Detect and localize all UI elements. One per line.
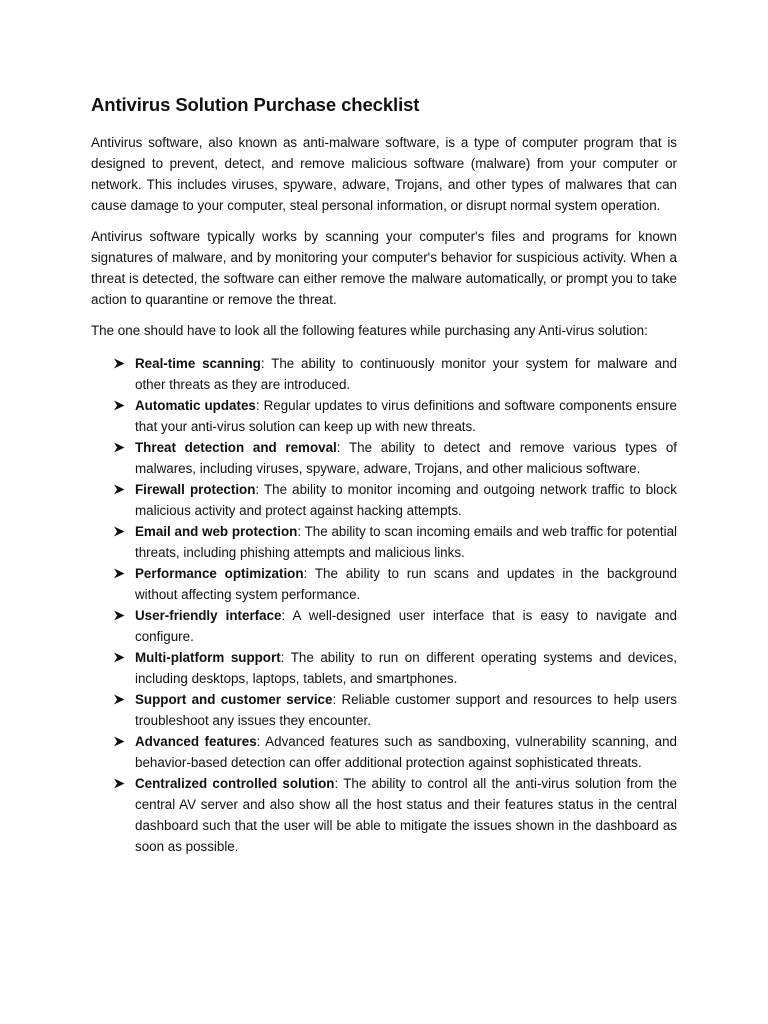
feature-term: Support and customer service: [135, 692, 333, 707]
feature-description: : The ability to scan incoming emails and web traffic for potential threats, including phishing attempts and malicious links.: [135, 524, 678, 560]
how-it-works-paragraph: Antivirus software typically works by scanning your computer's files and programs for known signatures of malware, and by monitoring your computer's behavior for suspicious activity. When a threat is detected, the software can either remove the malware automatically, or prompt you to take action to quarantine or remove the threat.: [91, 229, 677, 307]
list-item: [91, 689, 677, 731]
list-item: [91, 647, 677, 689]
arrowhead-bullet-icon: [113, 736, 125, 747]
arrowhead-bullet-icon: [113, 694, 125, 705]
feature-description: : A well-designed user interface that is easy to navigate and configure.: [135, 608, 677, 644]
feature-term: Multi-platform support: [135, 650, 281, 665]
list-item: [91, 605, 677, 647]
list-item: [91, 521, 677, 563]
feature-description: : The ability to detect and remove various types of malwares, including viruses, spyware, adware, Trojans, and other malicious software.: [135, 440, 677, 476]
feature-term: Firewall protection: [135, 482, 256, 497]
intro-paragraph: Antivirus software, also known as anti-malware software, is a type of computer program that is designed to prevent, detect, and remove malicious software (malware) from your computer or network. This includes viruses, spyware, adware, Trojans, and other types of malwares that can cause damage to your computer, steal personal information, or disrupt normal system operation.: [91, 135, 677, 213]
feature-term: Performance optimization: [135, 566, 304, 581]
arrowhead-bullet-icon: [113, 652, 125, 663]
list-item: [91, 437, 677, 479]
document-title: Antivirus Solution Purchase checklist: [91, 94, 420, 115]
feature-term: Centralized controlled solution: [135, 776, 335, 791]
arrowhead-bullet-icon: [113, 484, 125, 495]
features-lead-paragraph: The one should have to look all the following features while purchasing any Anti-virus solution:: [91, 323, 648, 338]
feature-term: Automatic updates: [135, 398, 256, 413]
feature-term: Email and web protection: [135, 524, 298, 539]
arrowhead-bullet-icon: [113, 358, 125, 369]
feature-term: Threat detection and removal: [135, 440, 337, 455]
feature-description: : Advanced features such as sandboxing, vulnerability scanning, and behavior-based detection can offer additional protection against sophisticated threats.: [135, 734, 677, 770]
feature-term: Real-time scanning: [135, 356, 261, 371]
arrowhead-bullet-icon: [113, 778, 125, 789]
feature-description: : The ability to run on different operating systems and devices, including desktops, laptops, tablets, and smartphones.: [135, 650, 677, 686]
feature-description: : The ability to continuously monitor your system for malware and other threats as they are introduced.: [135, 356, 678, 392]
arrowhead-bullet-icon: [113, 610, 125, 621]
feature-description: : Regular updates to virus definitions and software components ensure that your anti-virus solution can keep up with new threats.: [135, 398, 677, 434]
arrowhead-bullet-icon: [113, 526, 125, 537]
arrowhead-bullet-icon: [113, 442, 125, 453]
list-item: [91, 731, 677, 773]
feature-description: : The ability to monitor incoming and outgoing network traffic to block malicious activity and protect against hacking attempts.: [135, 482, 677, 518]
feature-term: Advanced features: [135, 734, 257, 749]
list-item: [91, 395, 677, 437]
feature-list: [91, 353, 677, 857]
feature-description: : The ability to run scans and updates in the background without affecting system performance.: [135, 566, 677, 602]
list-item: [91, 773, 677, 857]
list-item: [91, 563, 677, 605]
arrowhead-bullet-icon: [113, 568, 125, 579]
list-item: [91, 479, 677, 521]
feature-term: User-friendly interface: [135, 608, 282, 623]
list-item: [91, 353, 677, 395]
feature-description: : The ability to control all the anti-virus solution from the central AV server and also show all the host status and their features status in the central dashboard such that the user will be able to mitigate the issues shown in the dashboard as soon as possible.: [135, 776, 677, 854]
arrowhead-bullet-icon: [113, 400, 125, 411]
feature-description: : Reliable customer support and resources to help users troubleshoot any issues they encounter.: [135, 692, 677, 728]
